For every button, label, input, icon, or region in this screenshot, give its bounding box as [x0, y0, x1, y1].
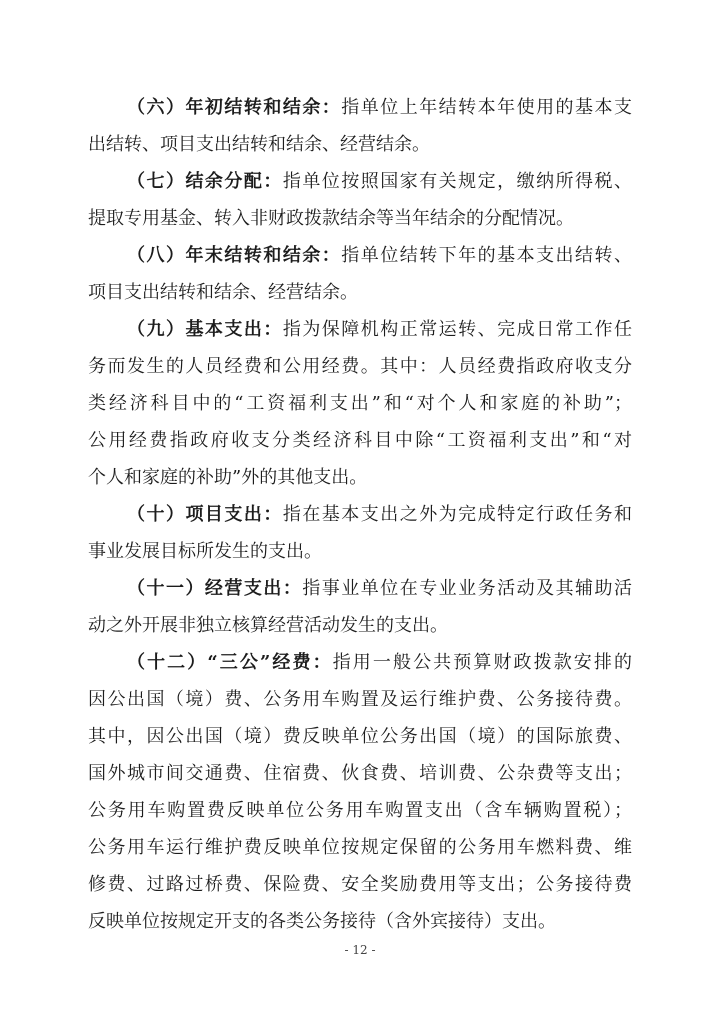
text-line [88, 163, 632, 200]
document-body [88, 89, 632, 940]
text-line: 项目支出结转和结余、经营结余。 [88, 282, 358, 303]
text-line [88, 570, 632, 607]
paragraph-text: 指在基本支出之外为完成特定行政任务和 [282, 504, 632, 525]
paragraph [88, 163, 632, 237]
paragraph [88, 89, 632, 163]
text-line: 其中，因公出国（境）费反映单位公务出国（境）的国际旅费、 [88, 726, 632, 747]
paragraph-heading: （八）年末结转和结余： [127, 245, 342, 266]
paragraph-text: 指单位按照国家有关规定，缴纳所得税、 [282, 171, 632, 192]
text-line: 动之外开展非独立核算经营活动发生的支出。 [88, 615, 448, 636]
text-line: 提取专用基金、转入非财政拨款结余等当年结余的分配情况。 [88, 208, 574, 229]
paragraph [88, 644, 632, 940]
paragraph-heading: （十二）“三公”经费： [127, 652, 333, 673]
paragraph [88, 496, 632, 570]
text-line [88, 311, 632, 348]
text-line [88, 89, 632, 126]
text-line: 因公出国（境）费、公务用车购置及运行维护费、公务接待费。 [88, 689, 632, 710]
text-line: 事业发展目标所发生的支出。 [88, 541, 322, 562]
page-number: - 12 - [344, 943, 376, 957]
text-line: 公务用车运行维护费反映单位按规定保留的公务用车燃料费、维 [88, 837, 632, 858]
text-line [88, 496, 632, 533]
paragraph-heading: （七）结余分配： [127, 171, 283, 192]
text-line [88, 237, 632, 274]
text-line: 公务用车购置费反映单位公务用车购置支出（含车辆购置税）； [88, 800, 632, 821]
text-line: 国外城市间交通费、住宿费、伙食费、培训费、公杂费等支出； [88, 763, 632, 784]
paragraph-heading: （十）项目支出： [127, 504, 283, 525]
paragraph-heading: （九）基本支出： [127, 319, 283, 340]
paragraph [88, 237, 632, 311]
text-line: 类经济科目中的“工资福利支出”和“对个人和家庭的补助”； [88, 393, 632, 414]
text-line: 公用经费指政府收支分类经济科目中除“工资福利支出”和“对 [88, 430, 632, 451]
text-line: 个人和家庭的补助”外的其他支出。 [88, 467, 368, 488]
text-line: 务而发生的人员经费和公用经费。其中：人员经费指政府收支分 [88, 356, 632, 377]
paragraph-text: 指单位上年结转本年使用的基本支 [341, 97, 632, 118]
paragraph-text: 指用一般公共预算财政拨款安排的 [332, 652, 632, 673]
paragraph-text: 指为保障机构正常运转、完成日常工作任 [282, 319, 632, 340]
text-line: 反映单位按规定开支的各类公务接待（含外宾接待）支出。 [88, 911, 556, 932]
text-line: 出结转、项目支出结转和结余、经营结余。 [88, 134, 430, 155]
paragraph [88, 311, 632, 496]
paragraph [88, 570, 632, 644]
paragraph-text: 指事业单位在专业业务活动及其辅助活 [302, 578, 632, 599]
paragraph-heading: （十一）经营支出： [127, 578, 303, 599]
text-line [88, 644, 632, 681]
text-line: 修费、过路过桥费、保险费、安全奖励费用等支出；公务接待费 [88, 874, 632, 895]
paragraph-text: 指单位结转下年的基本支出结转、 [341, 245, 632, 266]
paragraph-heading: （六）年初结转和结余： [127, 97, 342, 118]
